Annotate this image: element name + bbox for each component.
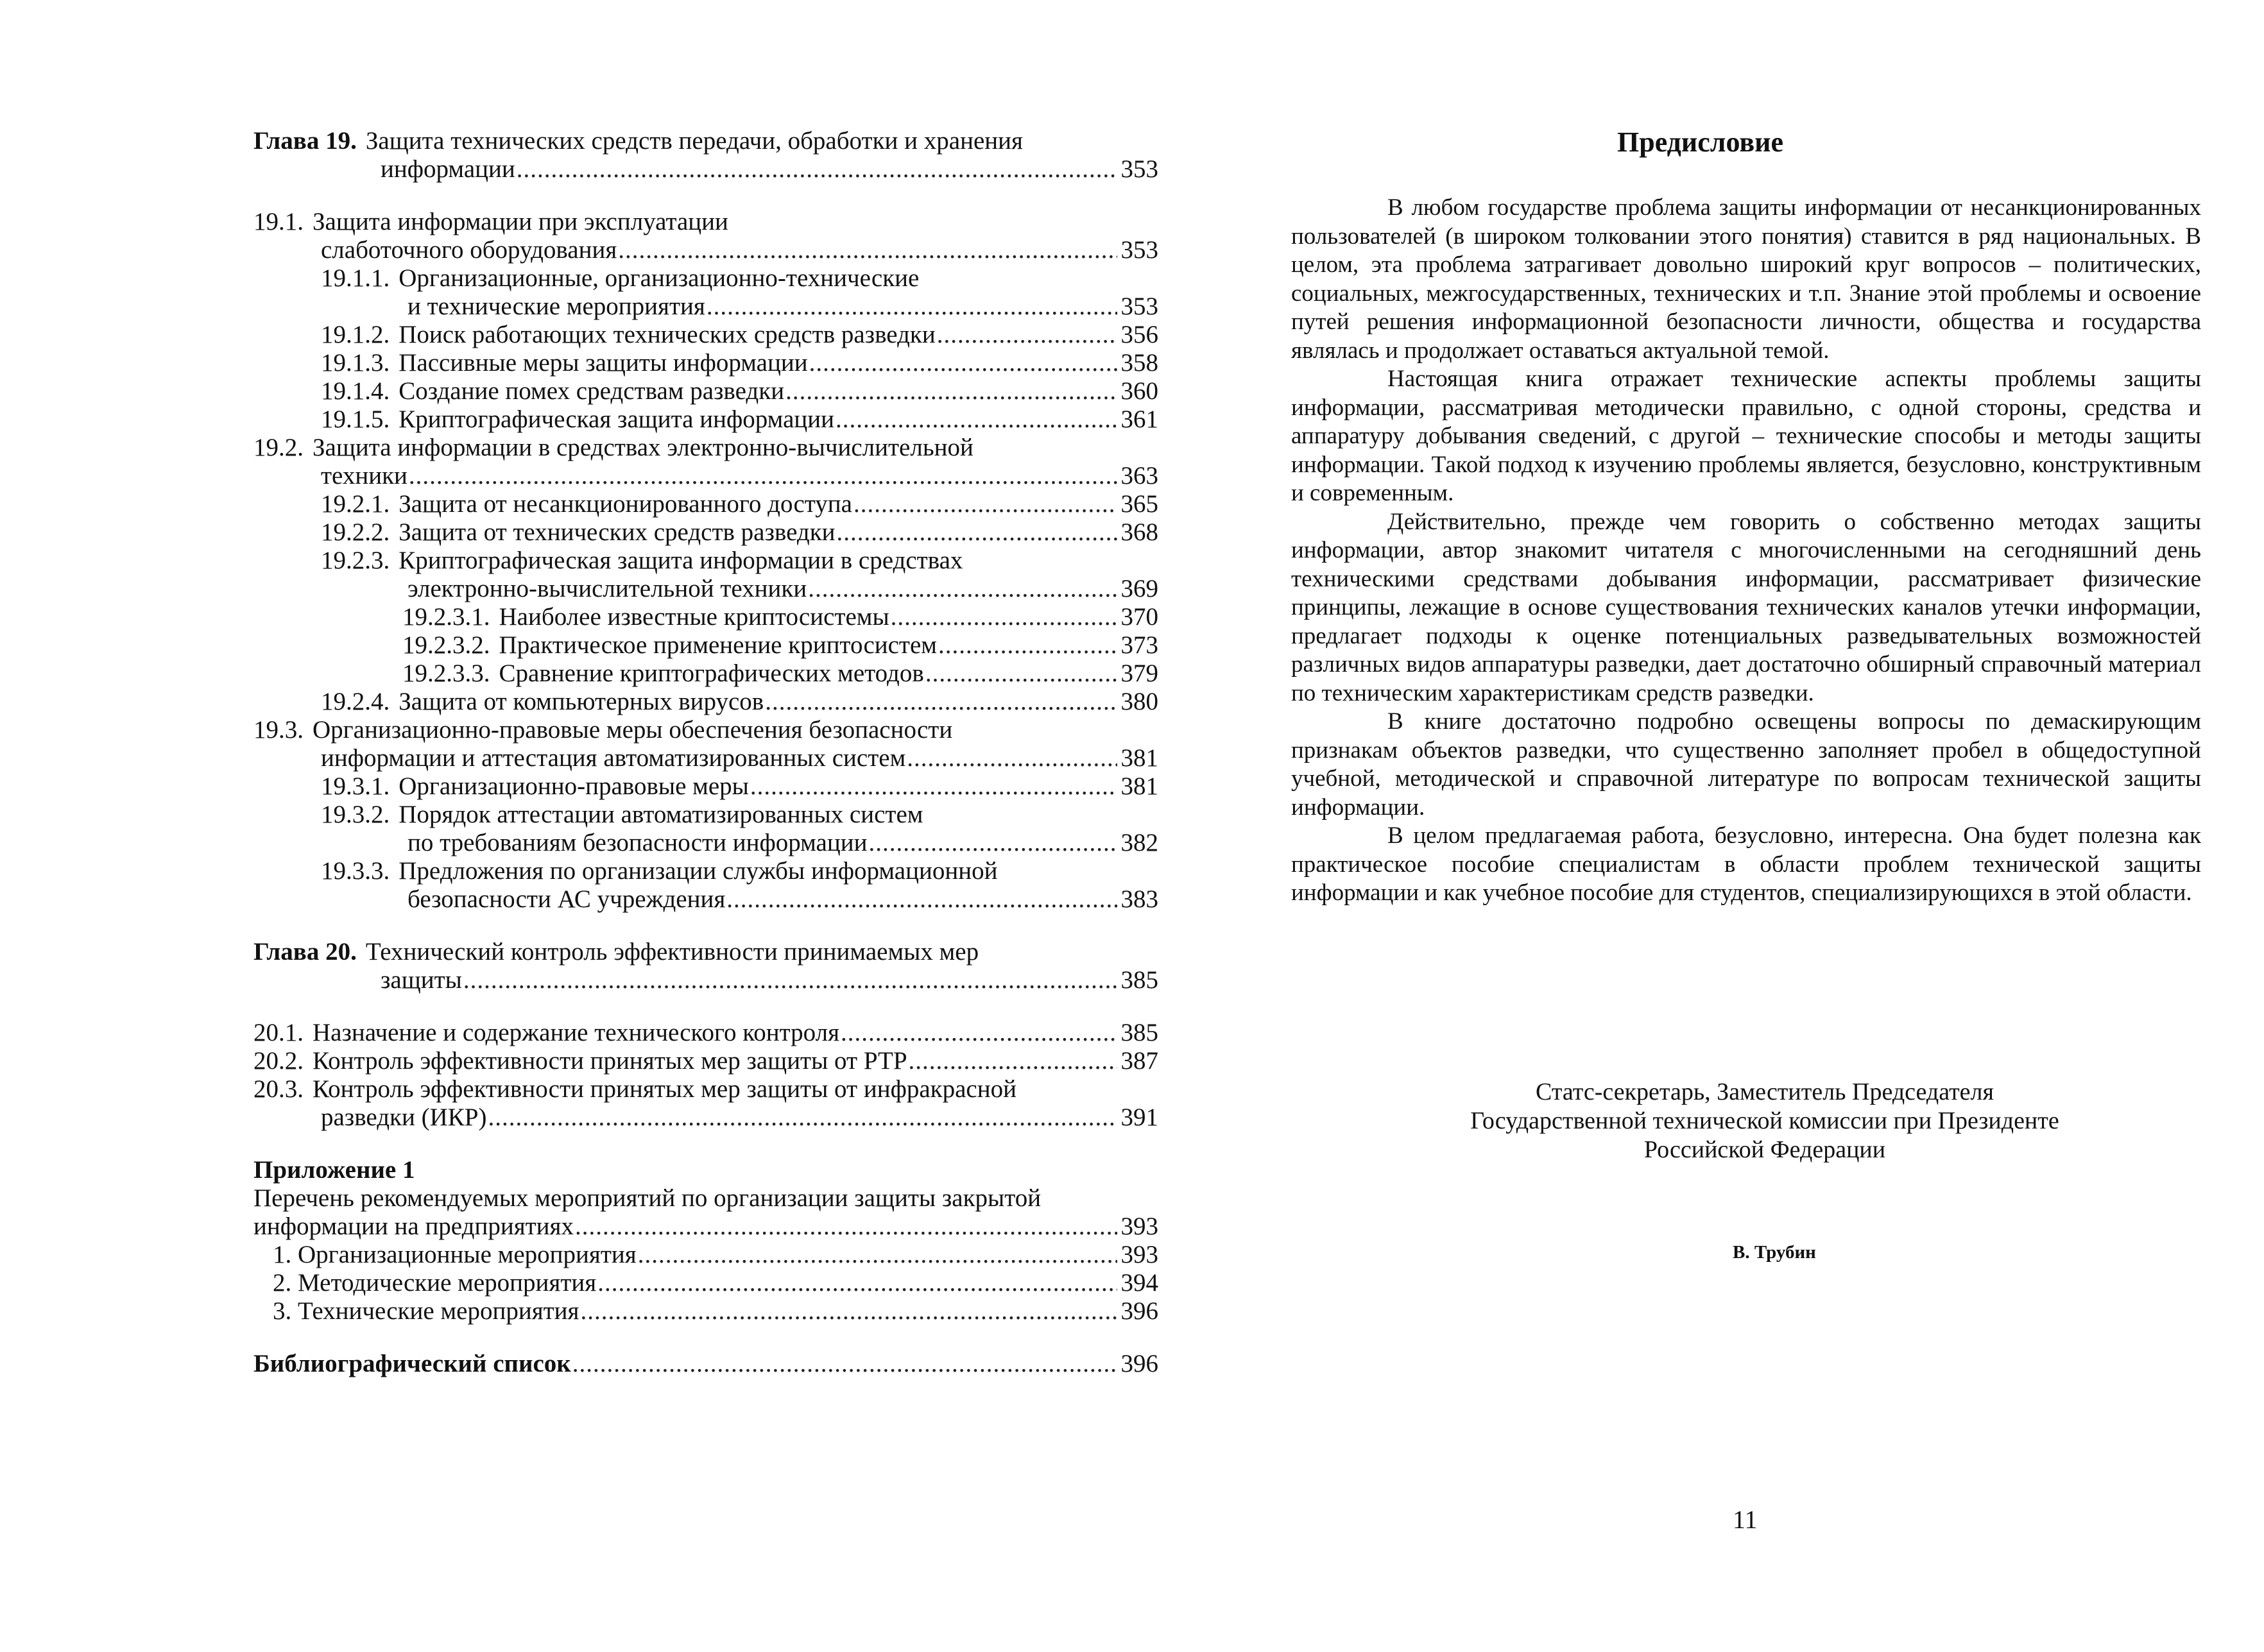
toc-entry-title: безопасности АС учреждения [407, 885, 726, 913]
toc-leader-dots [750, 772, 1117, 801]
toc-leader-dots [463, 966, 1117, 994]
toc-entry-title: Наиболее известные криптосистемы [499, 603, 889, 631]
author-name: В. Трубин [1733, 1242, 1816, 1263]
toc-entry[interactable] [253, 966, 1158, 994]
toc-entry-number: 19.3.2. [321, 801, 390, 828]
toc-gap [253, 994, 1158, 1019]
toc-leader-dots [868, 829, 1117, 857]
toc-entry-title: 3. Технические мероприятия [273, 1297, 579, 1325]
toc-entry-number: Глава 20. [253, 938, 357, 966]
toc-leader-dots [580, 1297, 1117, 1325]
toc-entry-title: Организационно-правовые меры обеспечения безопасности [313, 716, 953, 744]
toc-leader-dots [891, 603, 1117, 631]
foreword-paragraph: В любом государстве проблема защиты информации от несанкционированных пользователей (в широком толковании этого понятия) ставится в ряд национальных. В целом, эта проблема затрагивает довольно широкий круг вопросов – политических, социальных, межгосударственных, технических и т.п. Знание этой проблемы и освоение путей решения информационной безопасности личности, общества и государства являлась и продолжает оставаться актуальной темой. [1291, 194, 2201, 364]
toc-entry[interactable] [253, 1184, 1158, 1213]
toc-entry[interactable] [253, 155, 1158, 183]
toc-leader-dots [517, 155, 1117, 183]
toc-entry-title: слаботочного оборудования [321, 236, 617, 264]
toc-entry[interactable] [253, 1297, 1158, 1325]
toc-entry[interactable] [253, 885, 1158, 914]
toc-entry-title: Организационно-правовые меры [399, 772, 749, 800]
toc-entry-number: 20.2. [253, 1047, 304, 1075]
toc-entry[interactable] [253, 208, 1158, 236]
toc-entry-number: 19.2.3.3. [402, 660, 490, 687]
toc-entry-page: 363 [1120, 462, 1158, 490]
toc-entry-page: 353 [1120, 236, 1158, 264]
toc-entry[interactable] [253, 434, 1158, 462]
toc-entry[interactable] [253, 1103, 1158, 1132]
toc-entry-title: Защита от компьютерных вирусов [399, 688, 764, 715]
toc-leader-dots [638, 1241, 1117, 1269]
toc-entry-title: 1. Организационные мероприятия [273, 1241, 637, 1268]
toc-leader-dots [409, 462, 1117, 490]
toc-entry-page: 387 [1120, 1047, 1158, 1075]
toc-entry-title: Защита технических средств передачи, обработки и хранения [365, 127, 1023, 155]
toc-entry[interactable] [253, 772, 1158, 801]
toc-leader-dots [808, 575, 1117, 603]
toc-entry-title: Контроль эффективности принятых мер защиты от инфракрасной [313, 1075, 1016, 1103]
toc-leader-dots [765, 688, 1117, 716]
signature-line: Государственной технической комиссии при Президенте [1470, 1107, 2059, 1134]
signature-block [1380, 1078, 2150, 1164]
toc-entry-page: 383 [1120, 885, 1158, 913]
toc-entry-title: по требованиям безопасности информации [407, 829, 868, 856]
toc-entry-page: 391 [1120, 1103, 1158, 1131]
toc-entry-title: Поиск работающих технических средств разведки [399, 321, 936, 348]
toc-entry-number: 19.1.1. [321, 264, 390, 292]
toc-entry-page: 361 [1120, 405, 1158, 433]
toc-entry-page: 382 [1120, 829, 1158, 856]
toc-entry[interactable] [253, 1075, 1158, 1103]
toc-entry-number: 20.3. [253, 1075, 304, 1103]
toc-entry-title: и технические мероприятия [407, 293, 705, 320]
toc-entry-number: 19.2.3.2. [402, 631, 490, 659]
toc-entry-page: 385 [1120, 966, 1158, 994]
page-number: 11 [1733, 1505, 1758, 1534]
toc-entry[interactable] [253, 377, 1158, 405]
toc-entry-page: 385 [1120, 1019, 1158, 1046]
toc-entry[interactable] [253, 801, 1158, 829]
foreword-paragraph: В книге достаточно подробно освещены вопросы по демаскирующим признакам объектов разведки, что существенно заполняет пробел в общедоступной учебной, методической и справочной литературе по вопросам технической защиты информации. [1291, 708, 2201, 821]
toc-entry[interactable] [253, 716, 1158, 744]
toc-entry[interactable] [253, 829, 1158, 857]
toc-gap [253, 1132, 1158, 1156]
toc-entry-title: Криптографическая защита информации [399, 405, 834, 433]
toc-entry[interactable] [253, 1350, 1158, 1378]
toc-entry-number: 19.2.3. [321, 547, 390, 574]
toc-entry-title: Защита от несанкционированного доступа [399, 490, 852, 518]
toc-entry-number: 19.3.1. [321, 772, 390, 800]
toc-entry-title: Пассивные меры защиты информации [399, 349, 808, 377]
toc-entry-number: 20.1. [253, 1019, 304, 1046]
toc-entry-page: 394 [1120, 1269, 1158, 1297]
toc-entry-number: 19.1.4. [321, 377, 390, 405]
toc-entry-page: 353 [1120, 155, 1158, 183]
toc-leader-dots [853, 490, 1117, 518]
toc-entry[interactable] [253, 1019, 1158, 1047]
foreword-paragraph: Настоящая книга отражает технические аспекты проблемы защиты информации, рассматривая методически правильно, с одной стороны, средства и аппаратуру добывания сведений, с другой – технические способы и методы защиты информации. Такой подход к изучению проблемы является, безусловно, конструктивным и современным. [1291, 366, 2201, 506]
toc-leader-dots [785, 377, 1117, 405]
toc-leader-dots [597, 1269, 1117, 1297]
toc-entry-title: Приложение 1 [253, 1156, 415, 1184]
toc-entry-title: Назначение и содержание технического контроля [313, 1019, 840, 1046]
toc-entry-page: 368 [1120, 518, 1158, 546]
signature-line: Российской Федерации [1643, 1136, 1886, 1163]
toc-entry[interactable] [253, 321, 1158, 349]
toc-entry-number: 19.1.3. [321, 349, 390, 377]
toc-entry[interactable] [253, 462, 1158, 490]
toc-entry-number: 19.2.2. [321, 518, 390, 546]
toc-gap [253, 183, 1158, 208]
toc-entry-number: Глава 19. [253, 127, 357, 155]
toc-entry[interactable] [253, 547, 1158, 575]
toc-entry[interactable] [253, 293, 1158, 321]
toc-entry-title: Защита информации в средствах электронно-вычислительной [313, 434, 973, 461]
toc-entry-title: Криптографическая защита информации в средствах [399, 547, 963, 574]
toc-leader-dots [925, 660, 1117, 688]
toc-entry-number: 19.2.4. [321, 688, 390, 715]
foreword-body [1291, 194, 2201, 908]
toc-entry-page: 396 [1120, 1297, 1158, 1325]
toc-entry[interactable] [253, 688, 1158, 716]
toc-entry-page: 379 [1120, 660, 1158, 687]
toc-entry-number: 19.1. [253, 208, 304, 235]
toc-entry[interactable] [253, 631, 1158, 660]
table-of-contents [253, 127, 1158, 1378]
toc-entry-title: Сравнение криптографических методов [499, 660, 924, 687]
toc-leader-dots [907, 744, 1117, 772]
toc-gap [253, 914, 1158, 938]
toc-entry-page: 353 [1120, 293, 1158, 320]
toc-entry[interactable] [253, 264, 1158, 293]
toc-entry-page: 356 [1120, 321, 1158, 348]
toc-entry[interactable] [253, 490, 1158, 518]
toc-entry-title: 2. Методические мероприятия [273, 1269, 597, 1297]
toc-entry-title: информации на предприятиях [253, 1213, 574, 1240]
toc-entry-page: 393 [1120, 1241, 1158, 1268]
toc-entry[interactable] [253, 575, 1158, 603]
toc-leader-dots [937, 321, 1117, 349]
toc-entry-page: 369 [1120, 575, 1158, 602]
toc-entry[interactable] [253, 938, 1158, 966]
toc-entry-number: 19.1.2. [321, 321, 390, 348]
toc-entry[interactable] [253, 660, 1158, 688]
toc-entry-page: 373 [1120, 631, 1158, 659]
toc-entry-title: Защита от технических средств разведки [399, 518, 836, 546]
toc-entry-title: Технический контроль эффективности принимаемых мер [365, 938, 979, 966]
toc-entry-number: 19.2.3.1. [402, 603, 490, 631]
toc-entry[interactable] [253, 603, 1158, 631]
signature-line: Статс-секретарь, Заместитель Председателя [1536, 1078, 1994, 1105]
toc-entry-number: 19.1.5. [321, 405, 390, 433]
toc-gap [253, 1325, 1158, 1350]
foreword-paragraph: Действительно, прежде чем говорить о собственно методах защиты информации, автор знакомит читателя с многочисленными на сегодняшний день техническими средствами добывания информации, рассматривает физические принципы, лежащие в основе существования технических каналов утечки информации, предлагает подходы к оценке потенциальных разведывательных возможностей различных видов аппаратуры разведки, дает достаточно обширный справочный материал по техническим характеристикам средств разведки. [1291, 508, 2201, 706]
toc-entry-title: Практическое применение криптосистем [499, 631, 937, 659]
toc-entry-page: 370 [1120, 603, 1158, 631]
toc-entry[interactable] [253, 1047, 1158, 1075]
toc-entry-title: Контроль эффективности принятых мер защиты от РТР [313, 1047, 907, 1075]
toc-entry-number: 19.3.3. [321, 857, 390, 885]
toc-entry-title: Организационные, организационно-технические [399, 264, 920, 292]
toc-entry-page: 360 [1120, 377, 1158, 405]
toc-leader-dots [809, 349, 1117, 377]
toc-entry[interactable] [253, 857, 1158, 885]
toc-entry[interactable] [253, 518, 1158, 547]
toc-entry-title: информации и аттестация автоматизированных систем [321, 744, 906, 772]
toc-leader-dots [938, 631, 1117, 660]
toc-entry-title: Предложения по организации службы информационной [399, 857, 998, 885]
toc-entry-page: 393 [1120, 1213, 1158, 1240]
toc-entry-title: Порядок аттестации автоматизированных систем [399, 801, 923, 828]
toc-leader-dots [575, 1213, 1117, 1241]
toc-entry-page: 380 [1120, 688, 1158, 715]
toc-entry-title: разведки (ИКР) [321, 1103, 487, 1131]
toc-leader-dots [836, 405, 1117, 434]
toc-entry-page: 381 [1120, 772, 1158, 800]
toc-entry-page: 396 [1120, 1350, 1158, 1377]
toc-entry-number: 19.2.1. [321, 490, 390, 518]
toc-leader-dots [837, 518, 1117, 547]
foreword-paragraph: В целом предлагаемая работа, безусловно, интересна. Она будет полезна как практическое пособие специалистам в области проблем технической защиты информации и как учебное пособие для студентов, специализирующихся в этой области. [1291, 822, 2201, 906]
toc-entry-number: 19.2. [253, 434, 304, 461]
toc-entry-title: техники [321, 462, 407, 490]
toc-entry[interactable] [253, 127, 1158, 155]
toc-entry[interactable] [253, 349, 1158, 377]
toc-leader-dots [572, 1350, 1117, 1378]
toc-entry-number: 19.3. [253, 716, 304, 744]
toc-leader-dots [841, 1019, 1117, 1047]
toc-entry-title: Библиографический список [253, 1350, 571, 1377]
toc-entry-title: электронно-вычислительной техники [407, 575, 807, 602]
toc-leader-dots [726, 885, 1117, 914]
toc-leader-dots [488, 1103, 1117, 1132]
toc-leader-dots [618, 236, 1117, 264]
toc-entry-page: 381 [1120, 744, 1158, 772]
toc-entry[interactable] [253, 236, 1158, 264]
foreword-title: Предисловие [1617, 126, 1784, 158]
toc-entry-title: Перечень рекомендуемых мероприятий по организации защиты закрытой [253, 1184, 1042, 1212]
toc-entry-title: Создание помех средствам разведки [399, 377, 785, 405]
toc-leader-dots [909, 1047, 1117, 1075]
toc-entry[interactable] [253, 1269, 1158, 1297]
toc-entry[interactable] [253, 1213, 1158, 1241]
toc-entry-title: Защита информации при эксплуатации [313, 208, 728, 235]
toc-entry-title: информации [381, 155, 515, 183]
toc-entry[interactable] [253, 1156, 1158, 1184]
toc-entry-page: 365 [1120, 490, 1158, 518]
toc-entry-page: 358 [1120, 349, 1158, 377]
toc-leader-dots [707, 293, 1117, 321]
toc-entry[interactable] [253, 405, 1158, 434]
toc-entry[interactable] [253, 1241, 1158, 1269]
toc-entry-title: защиты [381, 966, 462, 994]
toc-entry[interactable] [253, 744, 1158, 772]
